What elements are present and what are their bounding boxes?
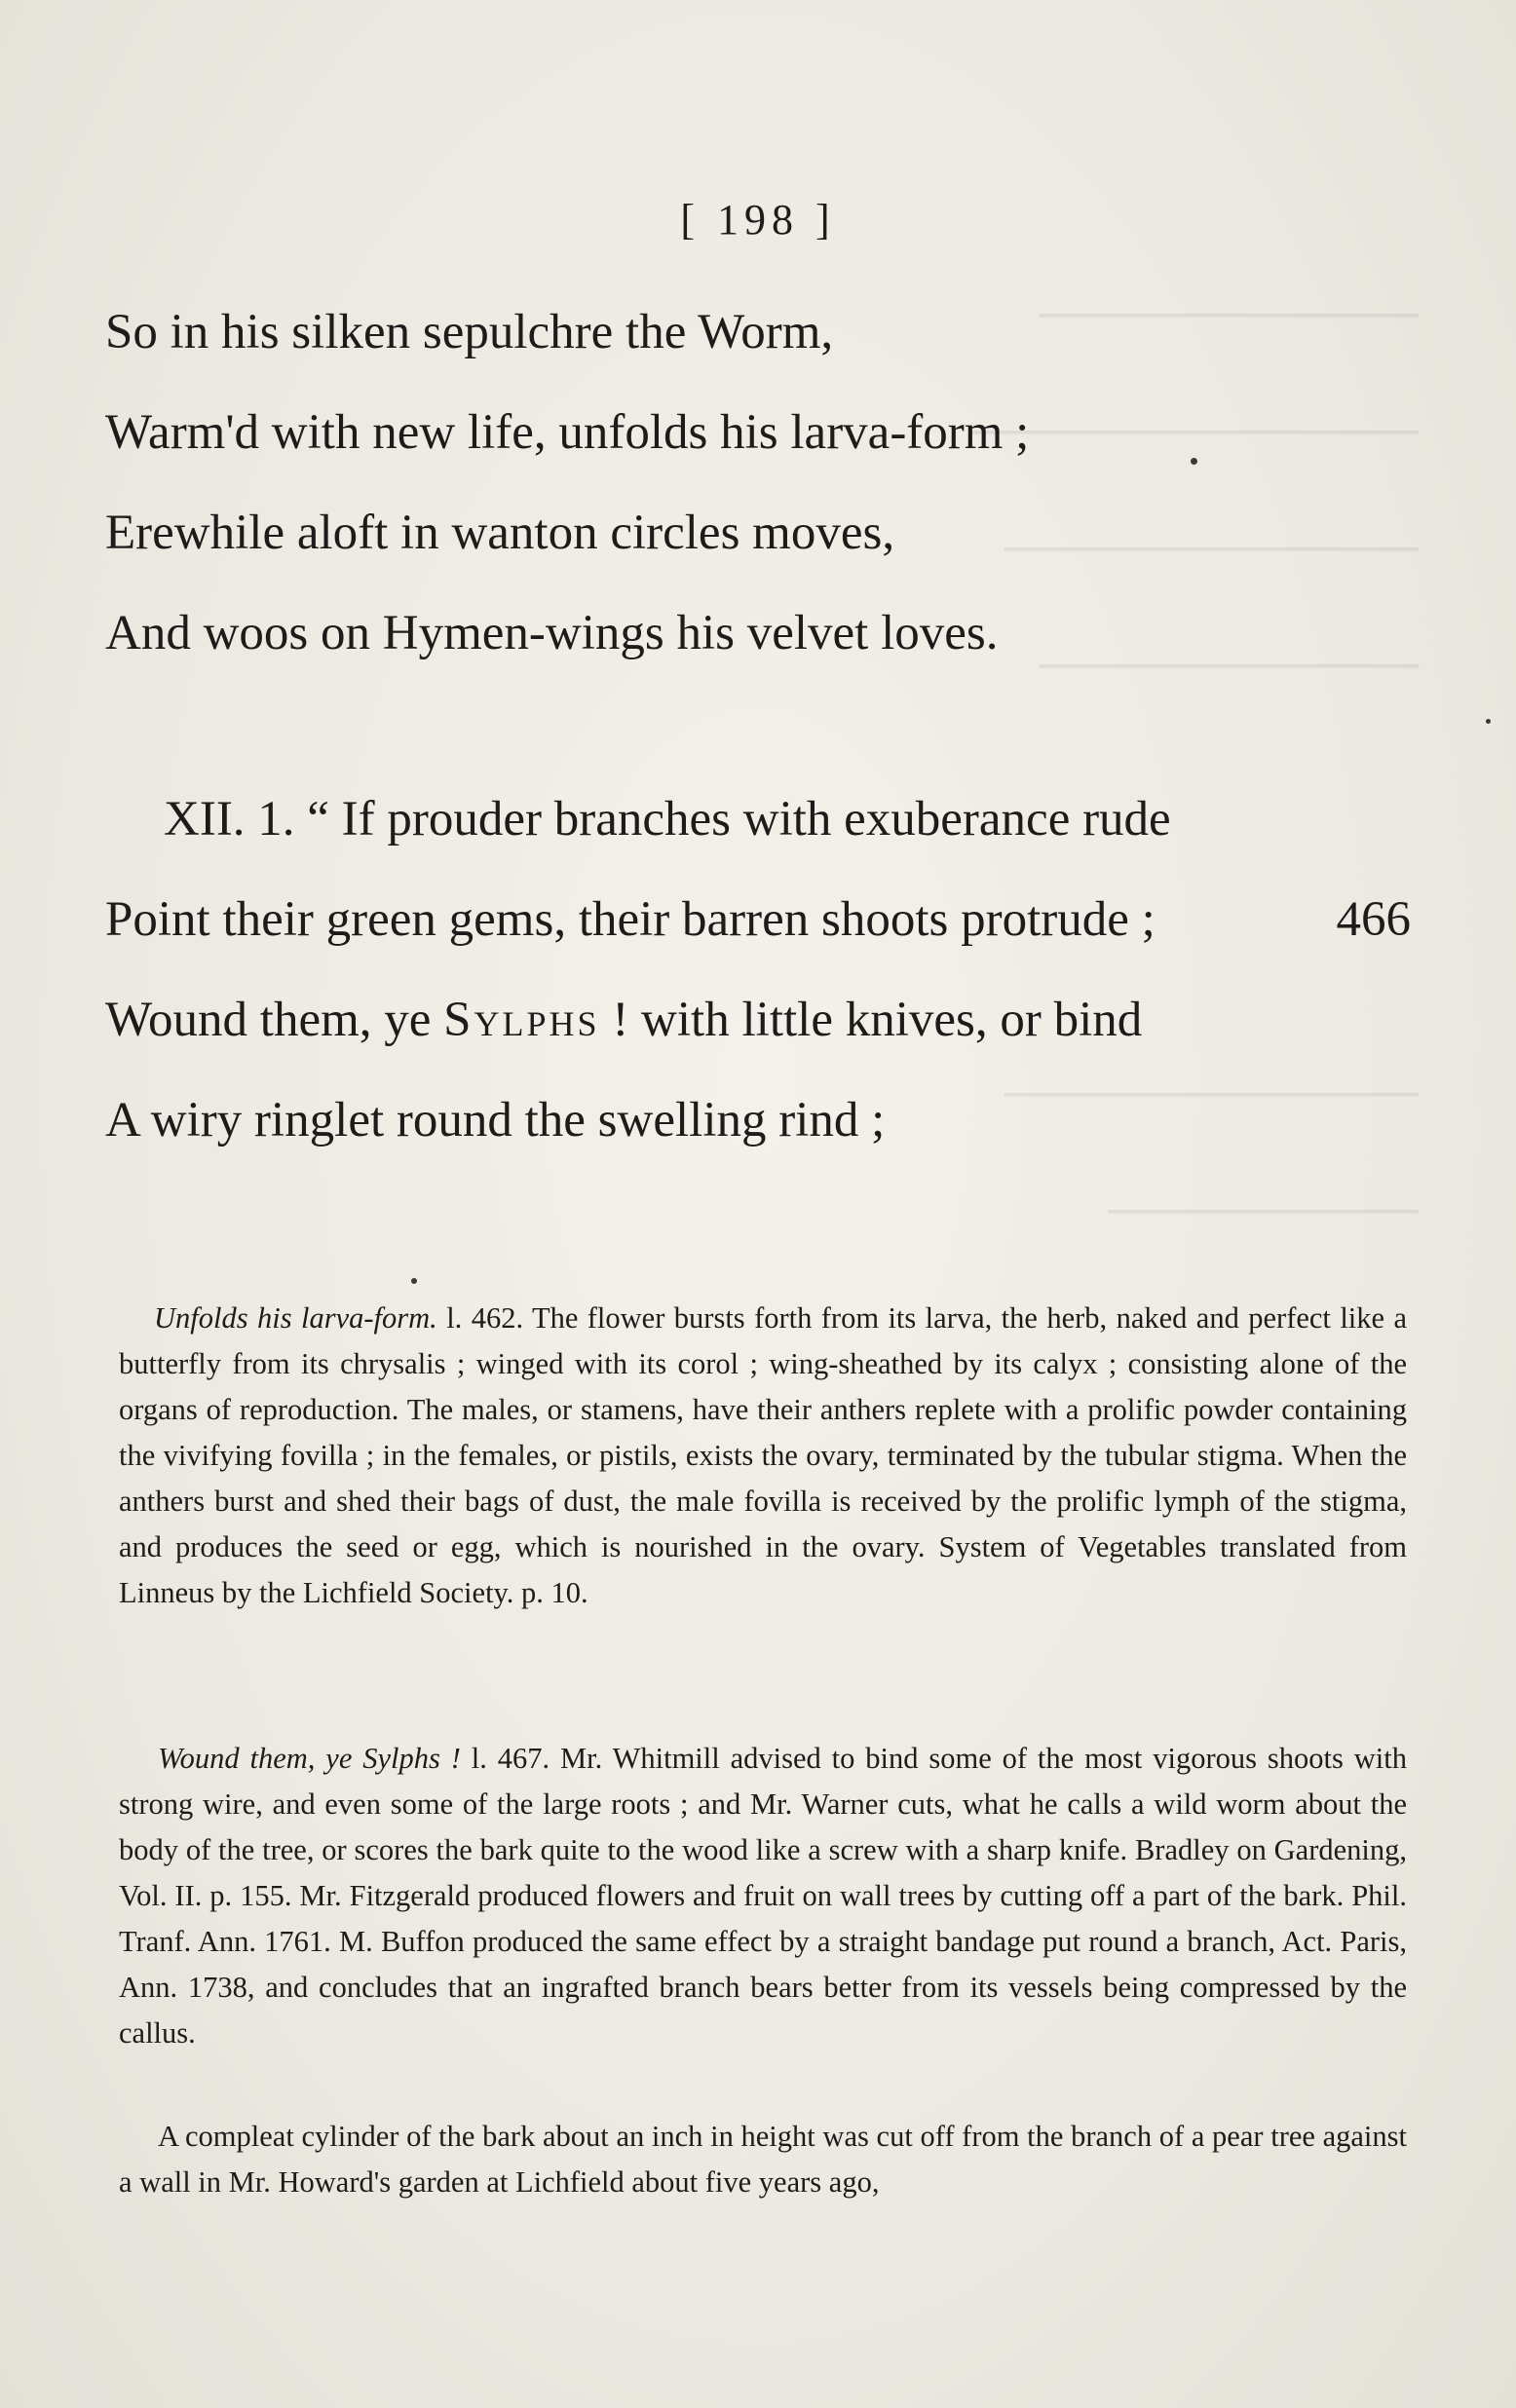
footnote-paragraph: A compleat cylinder of the bark about an inch in height was cut off from the branch of a pear tree against a wall in Mr. Howard's garden at Lichfield about five years ago, bbox=[119, 2120, 1407, 2199]
footnote-text: l. 467. Mr. Whitmill advised to bind some of the most vigorous shoots with strong wire, and even some of the large roots ; and Mr. Warner cuts, what he calls a wild worm about the body of the tree, or scores the bark quite to the wood like a screw with a sharp knife. Bradley on Gardening, Vol. II. p. 155. Mr. Fitzgerald produced flowers and fruit on wall trees by cutting off a part of the bark. Phil. Tranf. Ann. 1761. M. Buffon produced the same effect by a straight bandage put round a branch, Act. Paris, Ann. 1738, and concludes that an ingrafted branch bears better from its vessels being compressed by the callus. bbox=[119, 1742, 1407, 2050]
line-number: 466 bbox=[1336, 892, 1411, 947]
paper-speck bbox=[1486, 719, 1491, 724]
verse-line-opening: XII. 1. “ If prouder branches with exuberance rude bbox=[164, 792, 1171, 847]
show-through-texture: ─────────── ───────────── ──────────── ─────────── ──────────── ───────── bbox=[969, 286, 1419, 1237]
verse-line bbox=[105, 970, 1430, 1071]
verse-line-text-start: Wound them, ye bbox=[105, 993, 444, 1047]
verse-line-text-end: ! with little knives, or bind bbox=[599, 993, 1143, 1047]
footnote-reference: Unfolds his larva-form. bbox=[154, 1301, 437, 1335]
paper-speck bbox=[411, 1278, 417, 1284]
verse-line bbox=[105, 870, 1430, 970]
sylphs-small-caps: Sylphs bbox=[443, 993, 600, 1047]
footnote-larva-form bbox=[119, 1296, 1407, 1616]
footnote-reference: Wound them, ye Sylphs ! bbox=[158, 1742, 461, 1775]
verse-line: Warm'd with new life, unfolds his larva-form ; bbox=[105, 405, 1030, 460]
verse-stanza-1 bbox=[105, 282, 1430, 684]
verse-line: Erewhile aloft in wanton circles moves, bbox=[105, 506, 895, 560]
footnote-continuation bbox=[119, 2114, 1407, 2205]
footnote-text: l. 462. The flower bursts forth from its larva, the herb, naked and perfect like a butterfly from its chrysalis ; winged with its corol ; wing-sheathed by its calyx ; consisting alone of the organs of reproduction. The males, or stamens, have their anthers replete with a prolific powder containing the vivifying fovilla ; in the females, or pistils, exists the ovary, terminated by the tubular stigma. When the anthers burst and shed their bags of dust, the male fovilla is received by the prolific lymph of the stigma, and produces the seed or egg, which is nourished in the ovary. System of Vegetables translated from Linneus by the Lichfield Society. p. 10. bbox=[119, 1301, 1407, 1609]
verse-line: A wiry ringlet round the swelling rind ; bbox=[105, 1093, 886, 1148]
verse-stanza-2 bbox=[105, 770, 1430, 1171]
footnote-paragraph bbox=[119, 1736, 1407, 2056]
verse-line-text: Point their green gems, their barren shoots protrude ; bbox=[105, 892, 1156, 947]
footnote-paragraph bbox=[119, 1296, 1407, 1616]
verse-line: So in his silken sepulchre the Worm, bbox=[105, 305, 834, 359]
verse-line: And woos on Hymen-wings his velvet loves. bbox=[105, 606, 999, 660]
footnote-wound-them bbox=[119, 1736, 1407, 2056]
page-number: [ 198 ] bbox=[680, 196, 836, 244]
paper-speck bbox=[1191, 458, 1197, 465]
